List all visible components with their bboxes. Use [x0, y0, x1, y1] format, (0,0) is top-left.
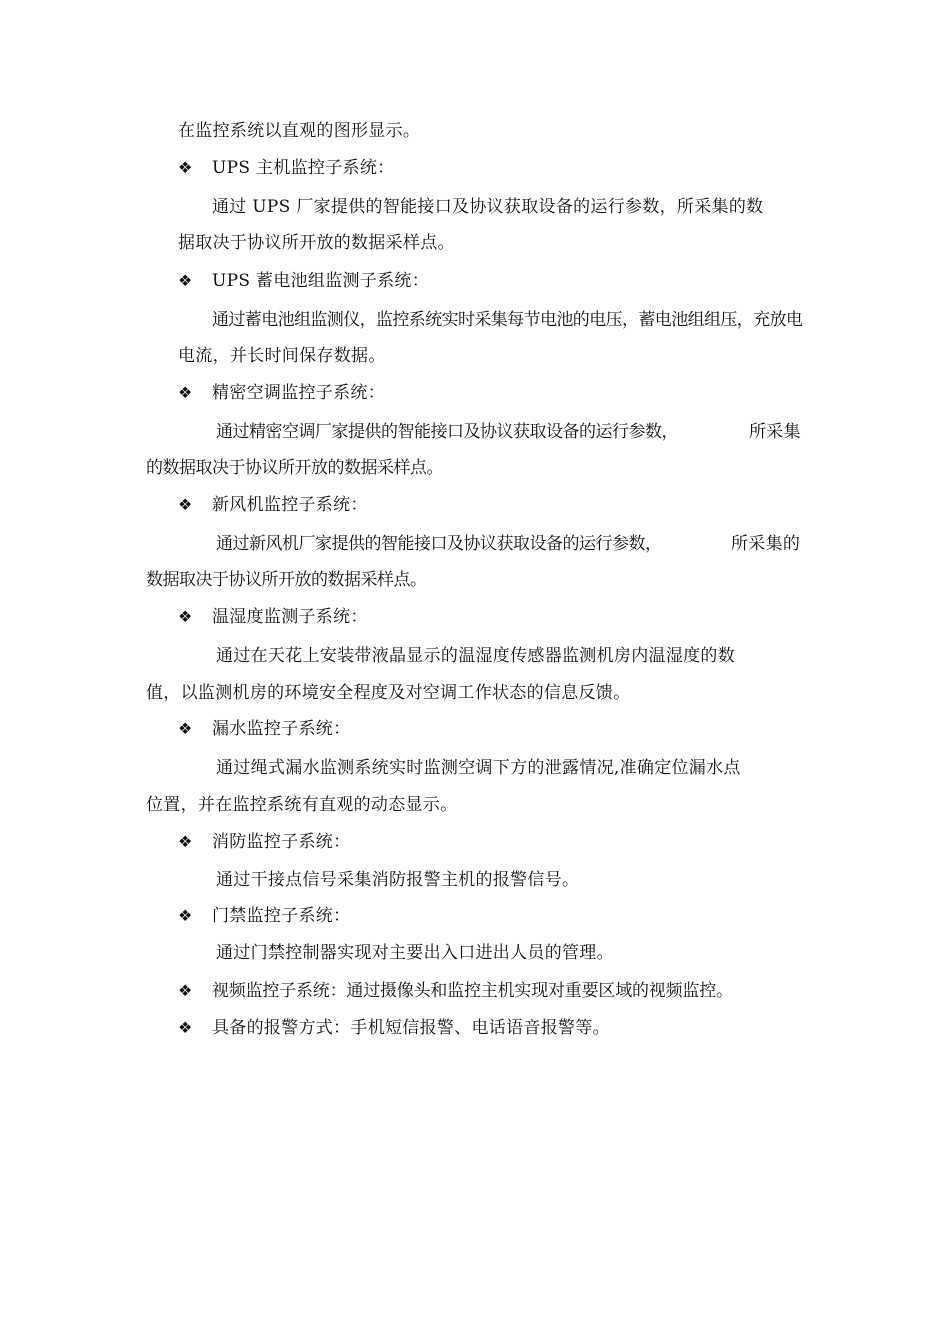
precision-ac-line1a: 通过精密空调厂家提供的智能接口及协议获取设备的运行参数，	[216, 422, 678, 442]
ups-battery-heading: UPS 蓄电池组监测子系统：	[212, 271, 430, 291]
temp-humidity-heading: 温湿度监测子系统：	[212, 607, 368, 627]
ups-battery-line1: 通过蓄电池组监测仪，监控系统实时采集每节电池的电压，蓄电池组组压，充放电	[212, 310, 803, 330]
precision-ac-line1b: 所采集	[749, 422, 801, 442]
diamond-bullet-icon: ❖	[178, 1018, 193, 1037]
fresh-air-line2: 数据取决于协议所开放的数据采样点。	[146, 570, 427, 590]
fresh-air-heading: 新风机监控子系统：	[212, 495, 368, 515]
diamond-bullet-icon: ❖	[178, 383, 193, 402]
access-line1: 通过门禁控制器实现对主要出入口进出人员的管理。	[216, 943, 614, 963]
fire-heading: 消防监控子系统：	[212, 832, 351, 852]
diamond-bullet-icon: ❖	[178, 158, 193, 177]
ups-main-line1: 通过 UPS 厂家提供的智能接口及协议获取设备的运行参数，所采集的数	[212, 197, 764, 217]
temp-humidity-line2: 值，以监测机房的环境安全程度及对空调工作状态的信息反馈。	[146, 683, 631, 703]
diamond-bullet-icon: ❖	[178, 607, 193, 626]
fire-line1: 通过干接点信号采集消防报警主机的报警信号。	[216, 870, 580, 890]
leak-line2: 位置，并在监控系统有直观的动态显示。	[146, 795, 458, 815]
alarm-heading: 具备的报警方式：手机短信报警、电话语音报警等。	[212, 1018, 610, 1038]
access-heading: 门禁监控子系统：	[212, 906, 351, 926]
diamond-bullet-icon: ❖	[178, 906, 193, 925]
diamond-bullet-icon: ❖	[178, 271, 193, 290]
diamond-bullet-icon: ❖	[178, 719, 193, 738]
diamond-bullet-icon: ❖	[178, 981, 193, 1000]
diamond-bullet-icon: ❖	[178, 832, 193, 851]
precision-ac-heading: 精密空调监控子系统：	[212, 383, 385, 403]
video-heading: 视频监控子系统：通过摄像头和监控主机实现对重要区域的视频监控。	[212, 981, 733, 1001]
precision-ac-line2: 的数据取决于协议所开放的数据采样点。	[146, 458, 443, 478]
ups-battery-line2: 电流，并长时间保存数据。	[178, 346, 386, 366]
fresh-air-line1a: 通过新风机厂家提供的智能接口及协议获取设备的运行参数，	[216, 534, 662, 554]
leak-line1: 通过绳式漏水监测系统实时监测空调下方的泄露情况,准确定位漏水点	[216, 758, 741, 778]
ups-main-line2: 据取决于协议所开放的数据采样点。	[178, 233, 455, 253]
fresh-air-line1b: 所采集的	[731, 534, 801, 554]
leak-heading: 漏水监控子系统：	[212, 719, 351, 739]
temp-humidity-line1: 通过在天花上安装带液晶显示的温湿度传感器监测机房内温湿度的数	[216, 646, 735, 666]
ups-main-heading: UPS 主机监控子系统：	[212, 158, 395, 178]
intro-text: 在监控系统以直观的图形显示。	[178, 121, 421, 141]
diamond-bullet-icon: ❖	[178, 495, 193, 514]
